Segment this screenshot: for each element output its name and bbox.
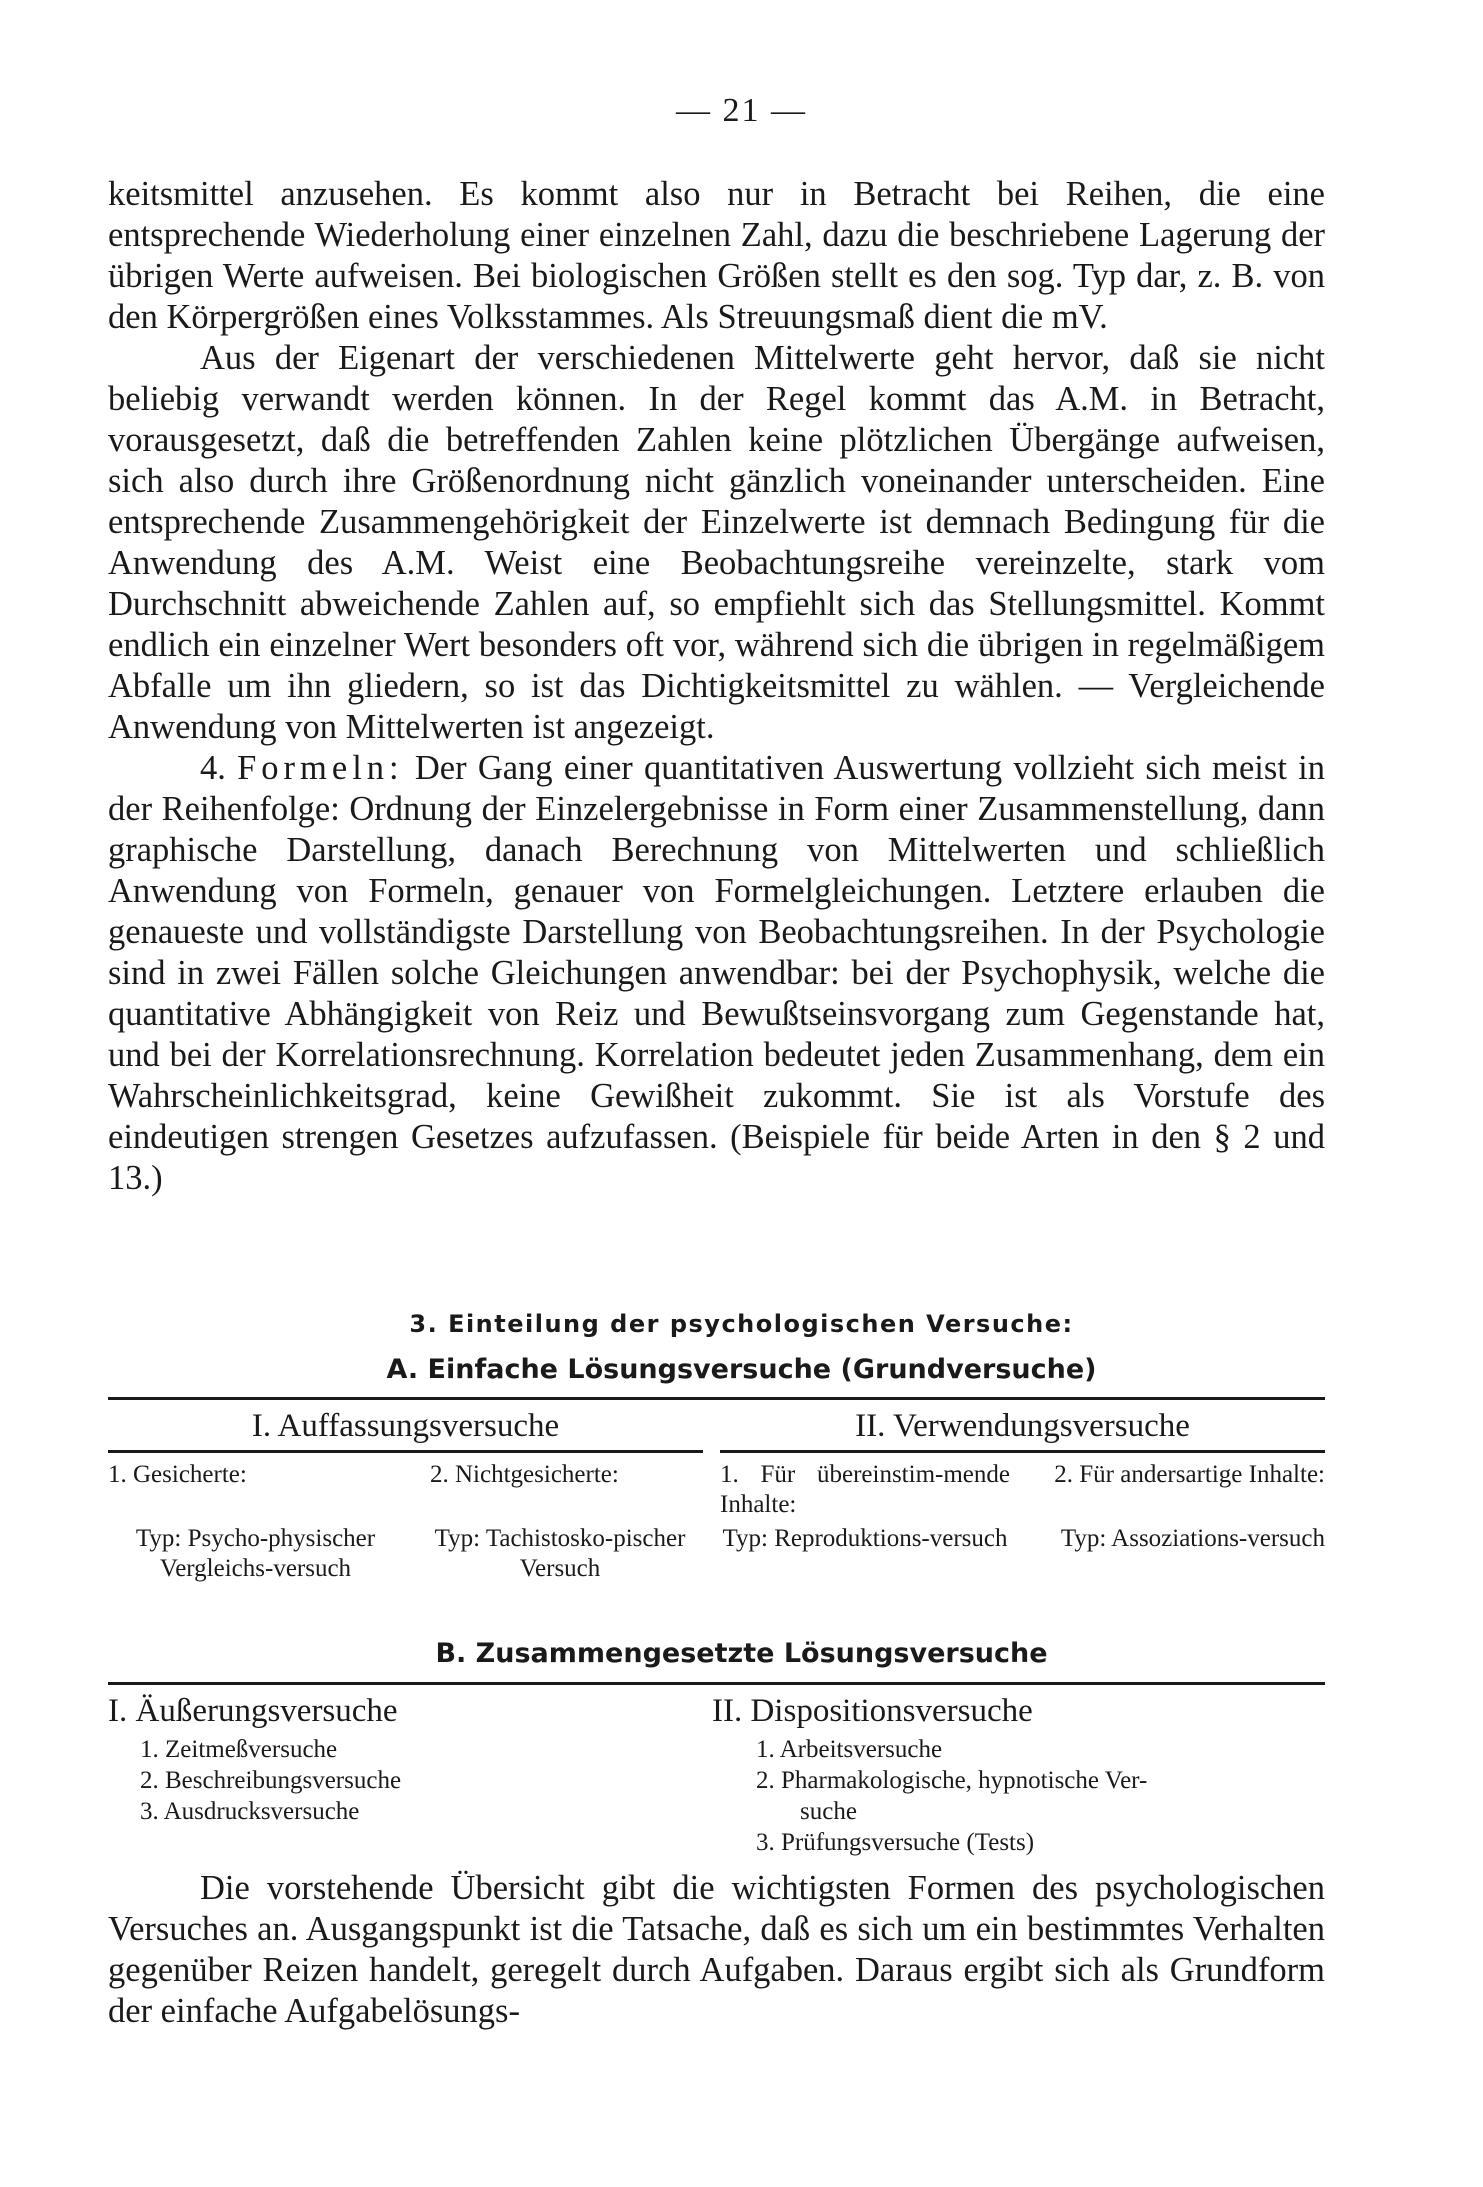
divider-rule [108,1450,703,1453]
category-aeusserungsversuche: I. Äußerungsversuche [108,1693,398,1729]
list-item: 2. Beschreibungsversuche [140,1767,402,1794]
divider-rule [108,1682,1325,1685]
paragraph-4: Die vorstehende Übersicht gibt die wichtigsten Formen des psychologischen Versuches an. Ausgangspunkt ist die Tatsache, daß es sich um ein bestimmtes Verhalten gegenüber Reizen handelt, geregelt durch Aufgaben. Daraus ergibt sich als Grundform der einfache Aufgabelösungs- [108,1869,1325,2030]
list-item: 3. Prüfungsversuche (Tests) [756,1829,1035,1856]
list-item: 1. Zeitmeßversuche [140,1736,338,1763]
list-item: suche [800,1798,857,1825]
category-dispositionsversuche: II. Dispositionsversuche [712,1693,1033,1729]
body-text-top [108,174,1325,1199]
category-verwendungsversuche: II. Verwendungsversuche [855,1408,1190,1444]
list-dispositionsversuche [756,1734,1325,1858]
section-3-heading: 3. Einteilung der psychologischen Versuche: [409,1310,1074,1338]
divider-rule [720,1450,1325,1453]
subtype-andersartige-inhalte: 2. Für andersartige Inhalte: [1054,1461,1325,1488]
paragraph-3 [108,748,1325,1199]
typ-tachistoskopischer-versuch: Typ: Tachistosko-pischer Versuch [434,1525,686,1582]
paragraph-2: Aus der Eigenart der verschiedenen Mittelwerte geht hervor, daß sie nicht beliebig verwandt werden können. In der Regel kommt das A.M. in Betracht, vorausgesetzt, daß die betreffenden Zahlen keine plötzlichen Übergänge aufweisen, sich also durch ihre Größenordnung nicht gänzlich voneinander unterscheiden. Eine entsprechende Zusammengehörigkeit der Einzelwerte ist demnach Bedingung für die Anwendung des A.M. Weist eine Beobachtungsreihe vereinzelte, stark vom Durchschnitt abweichende Zahlen auf, so empfiehlt sich das Stellungsmittel. Kommt endlich ein einzelner Wert besonders oft vor, während sich die übrigen in regelmäßigem Abfalle um ihn gliedern, so ist das Dichtigkeitsmittel zu wählen. — Vergleichende Anwendung von Mittelwerten ist angezeigt. [108,339,1325,746]
typ-assoziationsversuch: Typ: Assoziations-versuch [1060,1525,1325,1552]
typ-psychophysischer-vergleichsversuch: Typ: Psycho-physischer Vergleichs-versuch [135,1525,376,1582]
subtype-uebereinstimmende-inhalte: 1. Für übereinstim-mende Inhalte: [720,1461,1010,1518]
body-text-bottom [108,1868,1325,2032]
subtype-nichtgesicherte: 2. Nichtgesicherte: [430,1461,619,1488]
list-item: 3. Ausdrucksversuche [140,1798,360,1825]
paragraph-3-text: Der Gang einer quantitativen Auswertung vollzieht sich meist in der Reihenfolge: Ordnung der Einzelergebnisse in Form einer Zusammenstellung, dann graphische Darstellung, danach Berechnung von Mittelwerten und schließlich Anwendung von Formeln, genauer von Formelgleichungen. Letztere erlauben die genaueste und vollständigste Darstellung von Beobachtungsreihen. In der Psychologie sind in zwei Fällen solche Gleichungen anwendbar: bei der Psychophysik, welche die quantitative Abhängigkeit von Reiz und Bewußtseinsvorgang zum Gegenstande hat, und bei der Korrelationsrechnung. Korrelation bedeutet jeden Zusammenhang, dem ein Wahrscheinlichkeitsgrad, keine Gewißheit zukommt. Sie ist als Vorstufe des eindeutigen strengen Gesetzes aufzufassen. (Beispiele für beide Arten in den § 2 und 13.) [108,749,1325,1197]
list-item: 1. Arbeitsversuche [756,1736,943,1763]
section-b-heading: B. Zusammengesetzte Lösungsversuche [435,1638,1048,1669]
paragraph-1: keitsmittel anzusehen. Es kommt also nur in Betracht bei Reihen, die eine entsprechende Wiederholung einer einzelnen Zahl, dazu die beschriebene Lagerung der übrigen Werte aufweisen. Bei biologischen Größen stellt es den sog. Typ dar, z. B. von den Körpergrößen eines Volksstammes. Als Streuungsmaß dient die mV. [108,175,1325,336]
divider-rule [108,1397,1325,1400]
paragraph-3-keyword: Formeln: [237,749,404,787]
category-auffassungsversuche: I. Auffassungsversuche [251,1408,560,1444]
section-a-heading: A. Einfache Lösungsversuche (Grundversuche) [386,1354,1097,1385]
paragraph-3-number: 4. [200,749,226,787]
typ-reproduktionsversuch: Typ: Reproduktions-versuch [722,1525,1008,1552]
list-item: 2. Pharmakologische, hypnotische Ver- [756,1767,1148,1794]
list-aeusserungsversuche [140,1734,660,1827]
page-number: — 21 — [676,92,807,129]
subtype-gesicherte: 1. Gesicherte: [108,1461,247,1488]
